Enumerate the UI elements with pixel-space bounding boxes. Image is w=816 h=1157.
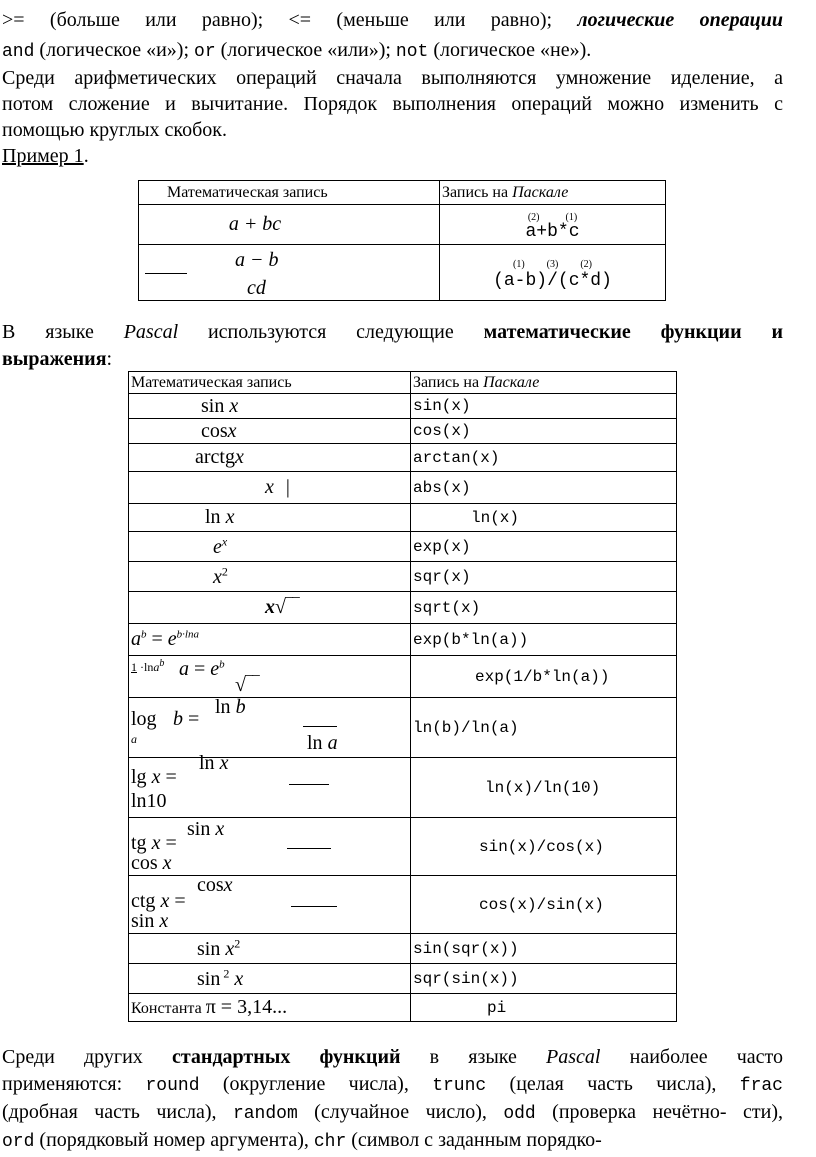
code-keyword: round [145, 1076, 200, 1096]
text-segment: (логическое «или»); [215, 39, 396, 61]
intro-line-1 [2, 6, 783, 35]
code-keyword: frac [739, 1076, 783, 1096]
example-label: Пример 1 [2, 145, 84, 167]
code-keyword: trunc [432, 1076, 487, 1096]
table-row [129, 562, 677, 592]
table-row [129, 994, 677, 1022]
t2-math-cell: $x^2$ [129, 562, 411, 592]
example-table [138, 180, 666, 301]
t2-code-cell: sqr(sin(x)) [411, 964, 677, 994]
t2-math-cell: sin x [129, 394, 411, 419]
t2-math-cell: cosx [129, 419, 411, 444]
t1-row2-code: (a-b)/(c*d) [493, 270, 612, 291]
t2-code-cell: sqr(x) [411, 562, 677, 592]
t2-code-cell: cos(x)/sin(x) [411, 876, 677, 934]
t2-code-cell: ln(x) [411, 504, 677, 532]
text-segment: (символ с заданным порядко- [346, 1129, 602, 1151]
text-segment: (округление числа), [199, 1073, 433, 1095]
t2-math-cell: $e^x$ [129, 532, 411, 562]
table-row [129, 472, 677, 504]
code-keyword: not [395, 42, 429, 62]
table-row [129, 624, 677, 656]
code-keyword: ord [2, 1132, 35, 1152]
t2-code-cell: exp(1/b*ln(a)) [411, 656, 677, 698]
intro-line-4: потом сложение и вычитание. Порядок выполнения операций можно изменить с [2, 93, 783, 115]
t2-code-cell: ln(b)/ln(a) [411, 698, 677, 758]
para3-line-3 [2, 1098, 783, 1129]
t2-math-cell: sin x tg x = cos x [129, 818, 411, 876]
table-row [129, 532, 677, 562]
t2-header-pascal: Запись на Паскале [411, 372, 677, 394]
table-row [129, 818, 677, 876]
t2-math-cell: $\sin x^2$ [129, 934, 411, 964]
text-segment: (проверка нечётно- сти), [535, 1101, 784, 1123]
table-row [129, 758, 677, 818]
t1-row1-math: a + bc [139, 205, 440, 245]
table-row [129, 592, 677, 624]
t2-code-cell: arctan(x) [411, 444, 677, 472]
table-row [129, 934, 677, 964]
para3-line-1: Среди других стандартных функций в языке Pascal наиболее часто [2, 1046, 784, 1068]
t1-header-math: Математическая запись [139, 181, 440, 205]
text-segment: применяются: [2, 1073, 146, 1095]
code-keyword: odd [503, 1104, 536, 1124]
t1-row2-math: a − b cd [139, 245, 440, 301]
t1-row1-code-cell: (2) (1) a+b*c [440, 205, 666, 245]
t2-math-cell: log a b = ln b ln a [129, 698, 411, 758]
t2-code-cell: ln(x)/ln(10) [411, 758, 677, 818]
para2-line-1: В языке Pascal используются следующие математические функции и [2, 321, 783, 343]
t2-math-cell: sin $^2$ x [129, 964, 411, 994]
t2-math-cell: Константа π = 3,14... [129, 994, 411, 1022]
text-segment: (случайное число), [297, 1101, 504, 1123]
code-keyword: or [194, 42, 216, 62]
para2-line-2: выражения: [2, 348, 113, 370]
code-keyword: random [232, 1104, 298, 1124]
functions-table [128, 371, 677, 1022]
t1-row2-code-cell: (1) (3) (2) (a-b)/(c*d) [440, 245, 666, 301]
table-row [129, 504, 677, 532]
intro-line-3: Среди арифметических операций сначала выполняются умножение иделение, а [2, 67, 783, 89]
code-keyword: chr [313, 1132, 347, 1152]
intro-line-2 [2, 36, 783, 67]
t2-code-cell: exp(x) [411, 532, 677, 562]
t2-math-cell: ln x lg x = ln10 [129, 758, 411, 818]
table-row [129, 656, 677, 698]
t2-code-cell: pi [411, 994, 677, 1022]
t2-code-cell: abs(x) [411, 472, 677, 504]
t2-code-cell: sqrt(x) [411, 592, 677, 624]
example-label-line [2, 142, 783, 171]
t2-code-cell: sin(x)/cos(x) [411, 818, 677, 876]
t1-row1-code: a+b*c [525, 221, 580, 242]
text-segment: (целая часть числа), [486, 1073, 740, 1095]
t1-header-pascal: Запись на Паскале [440, 181, 666, 205]
t2-code-cell: sin(x) [411, 394, 677, 419]
table-row [129, 964, 677, 994]
text-segment: (логическое «и»); [34, 39, 195, 61]
t2-math-cell: 1 ·lna$^b$ $a = e^b$ √‾‾ [129, 656, 411, 698]
code-keyword: and [2, 42, 35, 62]
t2-math-cell: $a^b = e^{b\cdot lna}$ [129, 624, 411, 656]
t2-math-cell: cosx ctg x = sin x [129, 876, 411, 934]
t2-math-cell: x√‾‾ [129, 592, 411, 624]
t2-math-cell: arctgx [129, 444, 411, 472]
t2-math-cell: ln x [129, 504, 411, 532]
text-segment: (логическое «не»). [428, 39, 592, 61]
table-row [129, 419, 677, 444]
t2-code-cell: exp(b*ln(a)) [411, 624, 677, 656]
text-segment: (порядковый номер аргумента), [34, 1129, 314, 1151]
table-row [129, 876, 677, 934]
para3-line-2 [2, 1070, 783, 1101]
intro-ops-text: >= (больше или равно); <= (меньше или равно); [2, 9, 553, 31]
example-dot: . [83, 145, 89, 167]
t2-header-math: Математическая запись [129, 372, 411, 394]
t2-code-cell: sin(sqr(x)) [411, 934, 677, 964]
table-row [129, 394, 677, 419]
intro-bold-logic: логические операции [577, 9, 784, 31]
intro-line-5: помощью круглых скобок. [2, 119, 227, 141]
t2-code-cell: cos(x) [411, 419, 677, 444]
t2-math-cell: x | [129, 472, 411, 504]
table-row [129, 444, 677, 472]
para3-line-4 [2, 1126, 783, 1157]
table-row [129, 698, 677, 758]
text-segment: (дробная часть числа), [2, 1101, 233, 1123]
